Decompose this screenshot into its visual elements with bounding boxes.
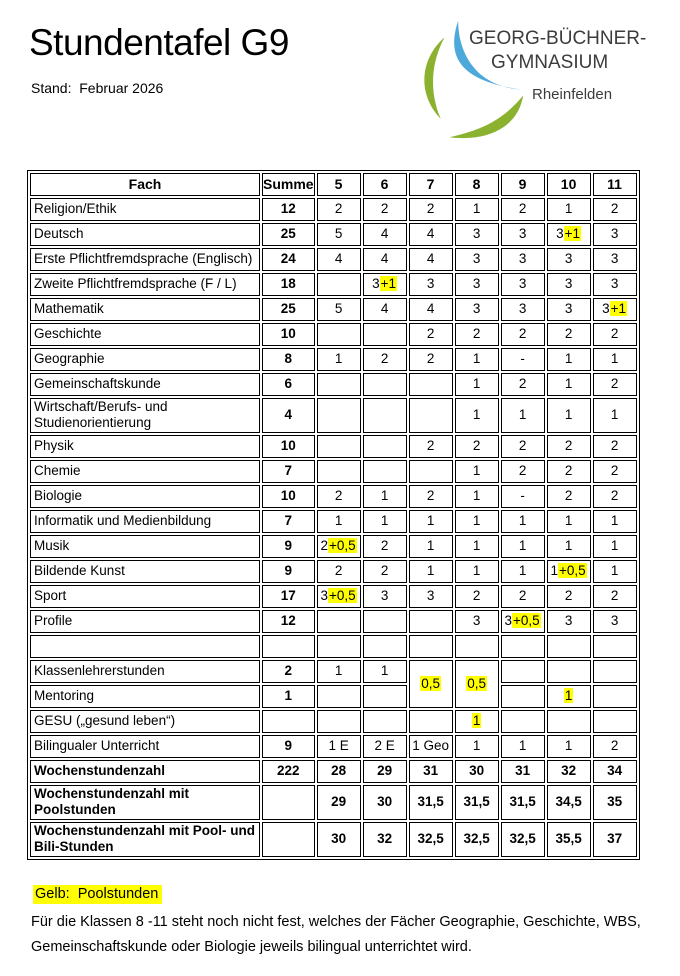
- value-cell: [409, 398, 453, 433]
- value-cell: 2: [547, 323, 591, 346]
- value-cell: 10: [262, 435, 315, 458]
- value-cell: 1: [363, 660, 407, 683]
- value-cell: 1: [501, 560, 545, 583]
- value-cell: -: [501, 485, 545, 508]
- table-row: [30, 822, 637, 857]
- value-cell: [501, 710, 545, 733]
- value-cell: 1 E: [317, 735, 361, 758]
- subject-cell: Mentoring: [30, 685, 260, 708]
- value-cell: 3: [501, 298, 545, 321]
- table-row: [30, 685, 637, 708]
- value-cell: [363, 398, 407, 433]
- pool-highlight: 1: [564, 688, 573, 704]
- value-cell: [409, 660, 453, 708]
- subject-cell: Geographie: [30, 348, 260, 371]
- value-cell: 30: [363, 785, 407, 820]
- value-cell: 3: [501, 223, 545, 246]
- value-cell: 2: [547, 435, 591, 458]
- value-cell: 1: [363, 485, 407, 508]
- value-cell: 34: [593, 760, 637, 783]
- pool-highlight: 0,5: [467, 675, 486, 691]
- value-cell: [262, 710, 315, 733]
- value-cell: 9: [262, 560, 315, 583]
- value-cell: 3: [547, 298, 591, 321]
- value-cell: 1: [455, 535, 499, 558]
- value-cell: [455, 710, 499, 733]
- value-cell: 2: [409, 435, 453, 458]
- value-cell: 1: [593, 535, 637, 558]
- value-cell: 1: [547, 398, 591, 433]
- value-cell: 25: [262, 223, 315, 246]
- column-header-fach: Fach: [30, 173, 260, 196]
- table-row: [30, 248, 637, 271]
- value-cell: 2: [501, 198, 545, 221]
- logo-text-line3: Rheinfelden: [532, 86, 613, 103]
- table-row: [30, 560, 637, 583]
- subject-cell: Profile: [30, 610, 260, 633]
- value-cell: [455, 635, 499, 658]
- value-cell: 3: [547, 273, 591, 296]
- table-row: [30, 785, 637, 820]
- value-cell: 3: [455, 298, 499, 321]
- value-cell: 31,5: [501, 785, 545, 820]
- value-cell: 4: [363, 223, 407, 246]
- column-header-11: 11: [593, 173, 637, 196]
- value-cell: 2: [501, 373, 545, 396]
- value-cell: [262, 785, 315, 820]
- value-cell: 5: [317, 298, 361, 321]
- column-header-10: 10: [547, 173, 591, 196]
- value-cell: 3+1: [547, 223, 591, 246]
- value-cell: 3: [547, 610, 591, 633]
- value-cell: 2: [593, 460, 637, 483]
- value-cell: 1: [501, 535, 545, 558]
- value-cell: [317, 710, 361, 733]
- value-cell: 1: [593, 348, 637, 371]
- value-cell: [317, 685, 361, 708]
- value-cell: 28: [317, 760, 361, 783]
- value-cell: [317, 460, 361, 483]
- value-cell: [317, 435, 361, 458]
- value-cell: 1: [547, 735, 591, 758]
- value-cell: 12: [262, 198, 315, 221]
- value-cell: 2: [409, 198, 453, 221]
- subject-cell: Erste Pflichtfremdsprache (Englisch): [30, 248, 260, 271]
- value-cell: 29: [317, 785, 361, 820]
- value-cell: [501, 685, 545, 708]
- value-cell: 9: [262, 535, 315, 558]
- footnote: Für die Klassen 8 -11 steht noch nicht fest, welches der Fächer Geographie, Geschichte, WBS, Gemeinschaftskunde oder Biologie jeweils bilingual unterrichtet wird.: [31, 914, 641, 956]
- subject-cell: Mathematik: [30, 298, 260, 321]
- value-cell: 2: [409, 323, 453, 346]
- value-cell: 1: [547, 373, 591, 396]
- value-cell: 2: [317, 198, 361, 221]
- value-cell: [547, 660, 591, 683]
- value-cell: 2 E: [363, 735, 407, 758]
- value-cell: 2: [455, 435, 499, 458]
- value-cell: 3+1: [363, 273, 407, 296]
- value-cell: 1: [501, 510, 545, 533]
- value-cell: 3+1: [593, 298, 637, 321]
- value-cell: 9: [262, 735, 315, 758]
- pool-highlight: +0,5: [329, 588, 356, 604]
- subject-cell: Wochenstundenzahl mit Poolstunden: [30, 785, 260, 820]
- table-row: [30, 760, 637, 783]
- value-cell: 1: [409, 560, 453, 583]
- value-cell: 1 Geo: [409, 735, 453, 758]
- value-cell: [363, 460, 407, 483]
- value-cell: [593, 685, 637, 708]
- value-cell: 3: [409, 585, 453, 608]
- value-cell: 2: [409, 348, 453, 371]
- value-cell: [593, 710, 637, 733]
- value-cell: 2: [501, 323, 545, 346]
- value-cell: 2: [547, 485, 591, 508]
- value-cell: 2: [593, 735, 637, 758]
- subject-cell: Physik: [30, 435, 260, 458]
- value-cell: 2+0,5: [317, 535, 361, 558]
- value-cell: 3: [593, 610, 637, 633]
- subject-cell: Informatik und Medienbildung: [30, 510, 260, 533]
- value-cell: 3: [547, 248, 591, 271]
- column-header-5: 5: [317, 173, 361, 196]
- value-cell: 1: [547, 535, 591, 558]
- value-cell: 2: [455, 585, 499, 608]
- table-row: [30, 373, 637, 396]
- value-cell: 2: [363, 535, 407, 558]
- value-cell: [317, 610, 361, 633]
- value-cell: [547, 635, 591, 658]
- value-cell: [317, 398, 361, 433]
- value-cell: 2: [593, 373, 637, 396]
- value-cell: 2: [547, 585, 591, 608]
- table-row: [30, 635, 637, 658]
- table-row: [30, 710, 637, 733]
- value-cell: 2: [317, 485, 361, 508]
- value-cell: 29: [363, 760, 407, 783]
- value-cell: 2: [593, 585, 637, 608]
- pool-highlight: +0,5: [559, 563, 586, 579]
- value-cell: 7: [262, 460, 315, 483]
- column-header-9: 9: [501, 173, 545, 196]
- value-cell: 3+0,5: [501, 610, 545, 633]
- school-logo: [398, 6, 660, 153]
- value-cell: 2: [547, 460, 591, 483]
- value-cell: 17: [262, 585, 315, 608]
- value-cell: [363, 435, 407, 458]
- column-header-7: 7: [409, 173, 453, 196]
- subject-cell: Gemeinschaftskunde: [30, 373, 260, 396]
- value-cell: 30: [317, 822, 361, 857]
- subject-cell: Religion/Ethik: [30, 198, 260, 221]
- value-cell: 4: [409, 248, 453, 271]
- logo-text-line2: GYMNASIUM: [491, 52, 609, 73]
- logo-green-swoosh-left: [424, 37, 444, 119]
- value-cell: 1: [409, 535, 453, 558]
- table-row: [30, 298, 637, 321]
- value-cell: 31: [409, 760, 453, 783]
- value-cell: 1: [455, 348, 499, 371]
- value-cell: 1: [455, 485, 499, 508]
- value-cell: 3: [409, 273, 453, 296]
- value-cell: [409, 460, 453, 483]
- value-cell: [547, 685, 591, 708]
- value-cell: 3: [501, 248, 545, 271]
- value-cell: [363, 610, 407, 633]
- value-cell: 1: [501, 398, 545, 433]
- value-cell: 3: [455, 273, 499, 296]
- value-cell: 30: [455, 760, 499, 783]
- value-cell: 1: [455, 198, 499, 221]
- subject-cell: Bilingualer Unterricht: [30, 735, 260, 758]
- table-row: [30, 585, 637, 608]
- pool-highlight: 1: [472, 713, 481, 729]
- value-cell: 1: [547, 348, 591, 371]
- value-cell: [409, 610, 453, 633]
- value-cell: 6: [262, 373, 315, 396]
- value-cell: 1+0,5: [547, 560, 591, 583]
- table-row: [30, 323, 637, 346]
- value-cell: 2: [262, 660, 315, 683]
- value-cell: [262, 822, 315, 857]
- value-cell: [455, 660, 499, 708]
- value-cell: 10: [262, 323, 315, 346]
- value-cell: 12: [262, 610, 315, 633]
- value-cell: 1: [455, 510, 499, 533]
- value-cell: [363, 685, 407, 708]
- stundentafel-table: [27, 170, 640, 860]
- value-cell: 1: [317, 510, 361, 533]
- value-cell: [409, 373, 453, 396]
- value-cell: 2: [593, 485, 637, 508]
- table-row: [30, 485, 637, 508]
- subject-cell: Chemie: [30, 460, 260, 483]
- value-cell: 24: [262, 248, 315, 271]
- subject-cell: Wochenstundenzahl: [30, 760, 260, 783]
- value-cell: 4: [409, 298, 453, 321]
- legend-poolstunden: Gelb: Poolstunden: [33, 885, 162, 904]
- value-cell: 1: [262, 685, 315, 708]
- table-row: [30, 660, 637, 683]
- value-cell: 31: [501, 760, 545, 783]
- value-cell: 222: [262, 760, 315, 783]
- value-cell: 2: [501, 585, 545, 608]
- value-cell: 4: [317, 248, 361, 271]
- value-cell: 4: [363, 298, 407, 321]
- value-cell: [363, 710, 407, 733]
- subject-cell: [30, 635, 260, 658]
- value-cell: [363, 323, 407, 346]
- value-cell: 35: [593, 785, 637, 820]
- value-cell: 32,5: [455, 822, 499, 857]
- column-header-summe: Summe: [262, 173, 315, 196]
- page-title: Stundentafel G9: [29, 22, 289, 63]
- value-cell: [317, 273, 361, 296]
- value-cell: 1: [455, 398, 499, 433]
- value-cell: 3: [593, 273, 637, 296]
- value-cell: [363, 635, 407, 658]
- value-cell: 4: [363, 248, 407, 271]
- value-cell: 2: [317, 560, 361, 583]
- value-cell: 35,5: [547, 822, 591, 857]
- subject-cell: Sport: [30, 585, 260, 608]
- value-cell: 31,5: [455, 785, 499, 820]
- value-cell: 32: [363, 822, 407, 857]
- table-row: [30, 348, 637, 371]
- value-cell: 2: [455, 323, 499, 346]
- value-cell: [501, 635, 545, 658]
- value-cell: -: [501, 348, 545, 371]
- table-row: [30, 610, 637, 633]
- value-cell: 1: [363, 510, 407, 533]
- pool-highlight: 0,5: [421, 675, 440, 691]
- table-row: [30, 535, 637, 558]
- table-row: [30, 460, 637, 483]
- value-cell: [317, 323, 361, 346]
- value-cell: 3: [455, 223, 499, 246]
- value-cell: 2: [363, 560, 407, 583]
- value-cell: [262, 635, 315, 658]
- value-cell: 3: [455, 610, 499, 633]
- logo-text-line1: GEORG-BÜCHNER-: [469, 28, 647, 49]
- pool-highlight: +1: [564, 226, 581, 242]
- value-cell: 3: [593, 248, 637, 271]
- value-cell: 1: [593, 398, 637, 433]
- value-cell: [409, 635, 453, 658]
- value-cell: 1: [409, 510, 453, 533]
- value-cell: [363, 373, 407, 396]
- logo-green-swoosh-bottom: [449, 96, 523, 139]
- value-cell: [317, 373, 361, 396]
- value-cell: 25: [262, 298, 315, 321]
- value-cell: 32: [547, 760, 591, 783]
- subject-cell: Bildende Kunst: [30, 560, 260, 583]
- column-header-8: 8: [455, 173, 499, 196]
- value-cell: 2: [501, 460, 545, 483]
- value-cell: 1: [455, 460, 499, 483]
- value-cell: 3: [501, 273, 545, 296]
- subject-cell: Deutsch: [30, 223, 260, 246]
- value-cell: 3+0,5: [317, 585, 361, 608]
- value-cell: [317, 635, 361, 658]
- value-cell: 2: [593, 323, 637, 346]
- value-cell: 2: [363, 348, 407, 371]
- date-line: Stand: Februar 2026: [31, 80, 164, 96]
- table-row: [30, 398, 637, 433]
- value-cell: 1: [455, 560, 499, 583]
- subject-cell: Wirtschaft/Berufs- und Studienorientierung: [30, 398, 260, 433]
- value-cell: 18: [262, 273, 315, 296]
- value-cell: 5: [317, 223, 361, 246]
- subject-cell: Zweite Pflichtfremdsprache (F / L): [30, 273, 260, 296]
- value-cell: 3: [593, 223, 637, 246]
- value-cell: 1: [455, 735, 499, 758]
- value-cell: 31,5: [409, 785, 453, 820]
- value-cell: 7: [262, 510, 315, 533]
- table-row: [30, 510, 637, 533]
- value-cell: 4: [262, 398, 315, 433]
- value-cell: 2: [593, 198, 637, 221]
- table-row: [30, 435, 637, 458]
- subject-cell: Wochenstundenzahl mit Pool- und Bili-Stunden: [30, 822, 260, 857]
- value-cell: 2: [593, 435, 637, 458]
- value-cell: 32,5: [501, 822, 545, 857]
- table-row: [30, 273, 637, 296]
- value-cell: 2: [501, 435, 545, 458]
- value-cell: 1: [317, 348, 361, 371]
- value-cell: 8: [262, 348, 315, 371]
- table-row: [30, 198, 637, 221]
- value-cell: [593, 635, 637, 658]
- pool-highlight: +0,5: [513, 613, 540, 629]
- table-header-row: [30, 173, 637, 196]
- value-cell: 2: [363, 198, 407, 221]
- table-row: [30, 223, 637, 246]
- value-cell: [593, 660, 637, 683]
- table-row: [30, 735, 637, 758]
- value-cell: 1: [593, 560, 637, 583]
- value-cell: 32,5: [409, 822, 453, 857]
- value-cell: [501, 660, 545, 683]
- value-cell: 3: [363, 585, 407, 608]
- subject-cell: Geschichte: [30, 323, 260, 346]
- subject-cell: Musik: [30, 535, 260, 558]
- value-cell: 10: [262, 485, 315, 508]
- subject-cell: Klassenlehrerstunden: [30, 660, 260, 683]
- subject-cell: Biologie: [30, 485, 260, 508]
- value-cell: 1: [547, 198, 591, 221]
- value-cell: 3: [455, 248, 499, 271]
- value-cell: [547, 710, 591, 733]
- subject-cell: GESU („gesund leben“): [30, 710, 260, 733]
- pool-highlight: +1: [610, 301, 627, 317]
- column-header-6: 6: [363, 173, 407, 196]
- value-cell: 1: [317, 660, 361, 683]
- value-cell: 34,5: [547, 785, 591, 820]
- value-cell: 1: [455, 373, 499, 396]
- value-cell: 1: [501, 735, 545, 758]
- value-cell: [409, 710, 453, 733]
- value-cell: 1: [547, 510, 591, 533]
- pool-highlight: +1: [380, 276, 397, 292]
- pool-highlight: +0,5: [329, 538, 356, 554]
- value-cell: 37: [593, 822, 637, 857]
- value-cell: 4: [409, 223, 453, 246]
- value-cell: 1: [593, 510, 637, 533]
- value-cell: 2: [409, 485, 453, 508]
